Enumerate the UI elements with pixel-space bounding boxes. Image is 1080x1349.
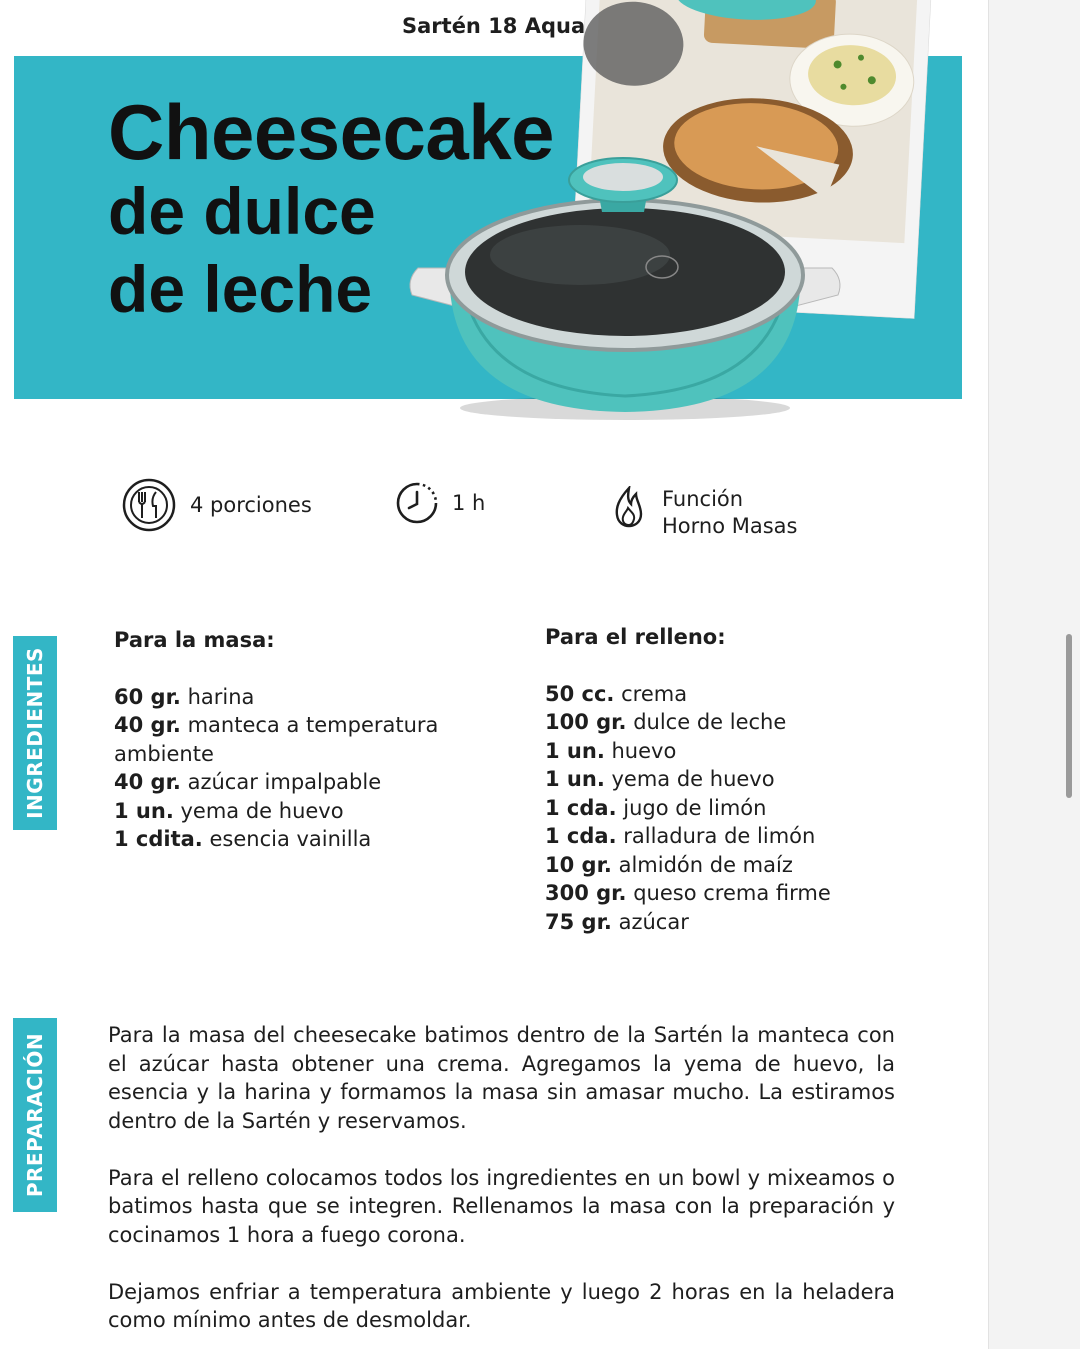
ingredients-tab-label: INGREDIENTES xyxy=(23,647,47,819)
masa-heading: Para la masa: xyxy=(114,628,275,652)
function-line-1: Función xyxy=(662,487,744,511)
title-line-1: Cheesecake xyxy=(108,88,555,176)
ingredient-item: 40 gr. azúcar impalpable xyxy=(114,770,382,794)
ingredients-tab xyxy=(13,636,57,830)
portions-label: 4 porciones xyxy=(190,492,312,517)
portions-info xyxy=(122,478,312,532)
preparation-text xyxy=(108,1021,895,1349)
ingredient-item: 40 gr. manteca a temperatura ambiente xyxy=(114,713,439,766)
title-line-2: de dulce xyxy=(108,174,376,248)
product-label: Sartén 18 Aqua xyxy=(402,14,586,38)
cutlery-icon xyxy=(122,478,176,532)
function-text xyxy=(662,486,797,540)
time-info xyxy=(396,481,485,525)
ingredient-item: 1 un. yema de huevo xyxy=(545,767,775,791)
function-line-2: Horno Masas xyxy=(662,514,798,538)
recipe-info-row xyxy=(0,478,990,558)
relleno-heading: Para el relleno: xyxy=(545,625,726,649)
recipe-title xyxy=(108,88,555,328)
ingredient-item: 1 cdita. esencia vainilla xyxy=(114,827,372,851)
preparation-paragraph: Para el relleno colocamos todos los ingredientes en un bowl y mixeamos o batimos hasta que se integren. Rellenamos la masa con la preparación y cocinamos 1 hora a fuego corona. xyxy=(108,1165,895,1247)
ingredient-item: 100 gr. dulce de leche xyxy=(545,710,787,734)
flame-icon xyxy=(612,486,646,528)
ingredient-item: 1 cda. ralladura de limón xyxy=(545,824,816,848)
ingredient-item: 1 un. yema de huevo xyxy=(114,798,344,823)
ingredient-item: 1 cda. jugo de limón xyxy=(545,795,767,820)
title-line-3: de leche xyxy=(108,252,373,326)
ingredient-item: 75 gr. azúcar xyxy=(545,909,689,934)
masa-column xyxy=(114,626,444,854)
scrollbar-thumb[interactable] xyxy=(1066,634,1072,798)
time-label: 1 h xyxy=(452,490,486,515)
preparation-paragraph: Dejamos enfriar a temperatura ambiente y luego 2 horas en la heladera como mínimo antes de desmoldar. xyxy=(108,1279,895,1332)
ingredient-item: 300 gr. queso crema firme xyxy=(545,881,831,905)
preparation-paragraph: Para la masa del cheesecake batimos dentro de la Sartén la manteca con el azúcar hasta obtener una crema. Agregamos la yema de huevo, la esencia y la harina y formamos la masa sin amasar mucho. La estiramos dentro de la Sartén y reservamos. xyxy=(108,1023,895,1133)
relleno-column xyxy=(545,623,885,936)
ingredient-item: 1 un. huevo xyxy=(545,738,677,763)
function-info xyxy=(612,486,797,540)
preparation-tab-label: PREPARACIÓN xyxy=(23,1032,47,1198)
ingredient-item: 60 gr. harina xyxy=(114,684,255,709)
preparation-tab xyxy=(13,1018,57,1212)
clock-icon xyxy=(396,481,438,525)
ingredient-item: 10 gr. almidón de maíz xyxy=(545,852,793,877)
ingredient-item: 50 cc. crema xyxy=(545,681,688,706)
